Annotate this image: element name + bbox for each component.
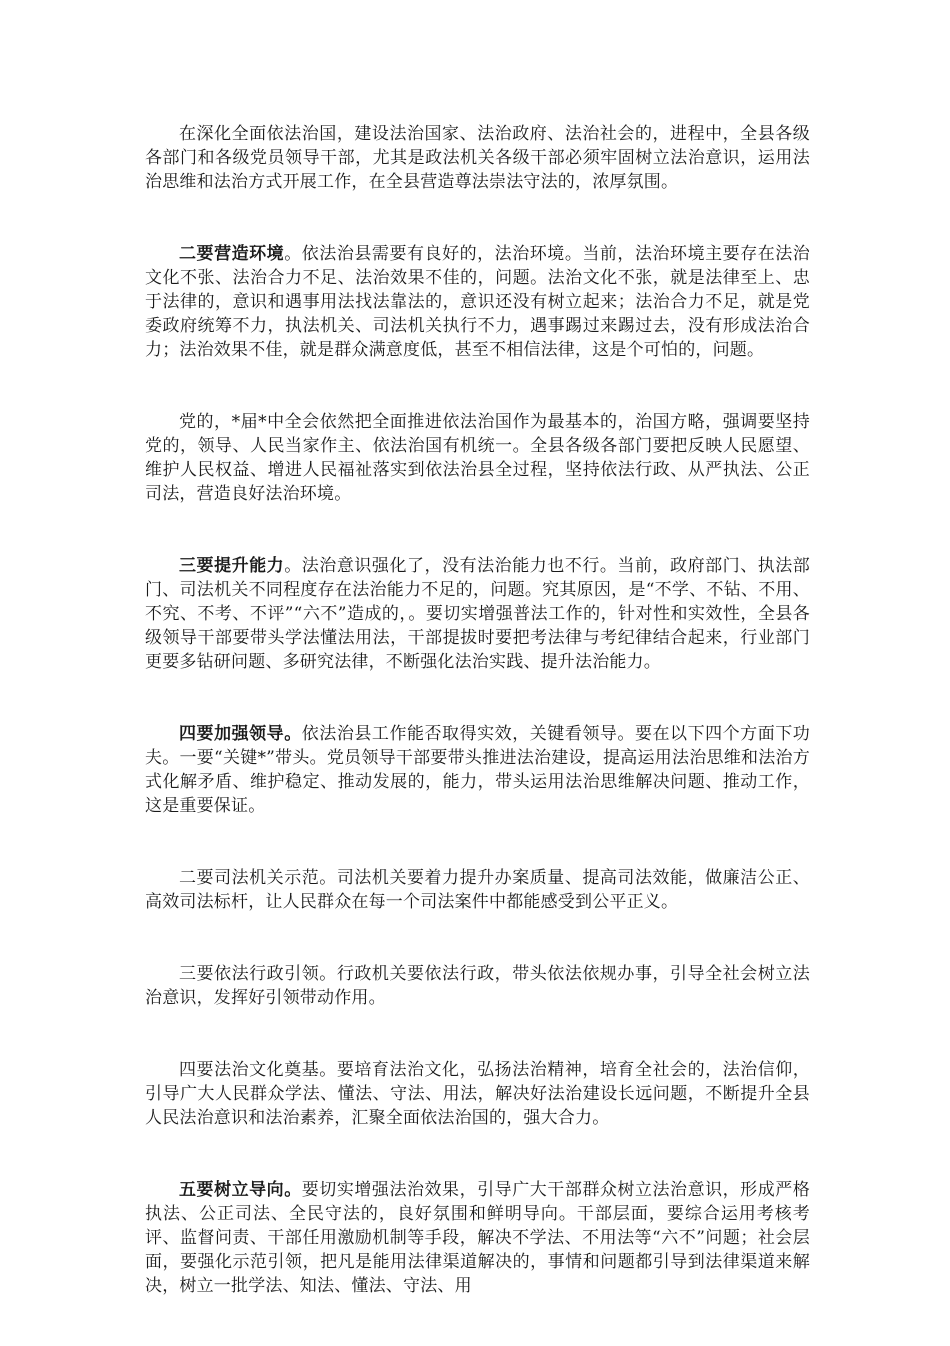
paragraph-text: 二要司法机关示范。司法机关要着力提升办案质量、提高司法效能，做廉洁公正、高效司法标杆，让人民群众在每一个司法案件中都能感受到公平正义。 <box>145 868 810 912</box>
paragraph-text: 党的，*届*中全会依然把全面推进依法治国作为最基本的，治国方略，强调要坚持党的，领导、人民当家作主、依法治国有机统一。全县各级各部门要把反映人民愿望、维护人民权益、增进人民福祉落实到依法治县全过程，坚持依法行政、从严执法、公正司法，营造良好法治环境。 <box>145 412 810 504</box>
paragraph-text: 三要依法行政引领。行政机关要依法行政，带头依法依规办事，引导全社会树立法治意识，发挥好引领带动作用。 <box>145 964 810 1008</box>
paragraph-text: 。依法治县需要有良好的，法治环境。当前，法治环境主要存在法治文化不张、法治合力不足、法治效果不佳的，问题。法治文化不张，就是法律至上、忠于法律的，意识和遇事用法找法靠法的，意识还没有树立起来；法治合力不足，就是党委政府统筹不力，执法机关、司法机关执行不力，遇事踢过来踢过去，没有形成法治合力；法治效果不佳，就是群众满意度低，甚至不相信法律，这是个可怕的，问题。 <box>145 244 811 360</box>
paragraph-lead: 三要提升能力 <box>179 556 285 576</box>
paragraph-lead: 五要树立导向。 <box>179 1180 302 1200</box>
paragraph-6 <box>145 866 810 914</box>
paragraph-text: 要切实增强法治效果，引导广大干部群众树立法治意识，形成严格执法、公正司法、全民守法的，良好氛围和鲜明导向。干部层面，要综合运用考核考评、监督问责、干部任用激励机制等手段，解决不学法、不用法等“六不”问题；社会层面，要强化示范引领，把凡是能用法律渠道解决的，事情和问题都引导到法律渠道来解决，树立一批学法、知法、懂法、守法、用 <box>145 1180 810 1296</box>
paragraph-8 <box>145 1058 810 1130</box>
paragraph-lead: 二要营造环境 <box>179 244 285 264</box>
paragraph-2 <box>145 242 810 362</box>
paragraph-text: 依法治县工作能否取得实效，关键看领导。要在以下四个方面下功夫。一要“关键*”带头。党员领导干部要带头推进法治建设，提高运用法治思维和法治方式化解矛盾、维护稳定、推动发展的，能力，带头运用法治思维解决问题、推动工作，这是重要保证。 <box>145 724 810 816</box>
paragraph-text: 在深化全面依法治国，建设法治国家、法治政府、法治社会的，进程中，全县各级各部门和各级党员领导干部，尤其是政法机关各级干部必须牢固树立法治意识，运用法治思维和法治方式开展工作，在全县营造尊法崇法守法的，浓厚氛围。 <box>145 124 810 192</box>
paragraph-3 <box>145 410 810 506</box>
paragraph-9 <box>145 1178 810 1298</box>
document-body <box>145 122 810 1346</box>
paragraph-4 <box>145 554 810 674</box>
paragraph-7 <box>145 962 810 1010</box>
paragraph-text: 。法治意识强化了，没有法治能力也不行。当前，政府部门、执法部门、司法机关不同程度存在法治能力不足的，问题。究其原因，是“不学、不钻、不用、不究、不考、不评”“六不”造成的，。要切实增强普法工作的，针对性和实效性，全县各级领导干部要带头学法懂法用法，干部提拔时要把考法律与考纪律结合起来，行业部门更要多钻研问题、多研究法律，不断强化法治实践、提升法治能力。 <box>145 556 811 672</box>
paragraph-text: 四要法治文化奠基。要培育法治文化，弘扬法治精神，培育全社会的，法治信仰，引导广大人民群众学法、懂法、守法、用法，解决好法治建设长远问题，不断提升全县人民法治意识和法治素养，汇聚全面依法治国的，强大合力。 <box>145 1060 810 1128</box>
paragraph-1 <box>145 122 810 194</box>
paragraph-lead: 四要加强领导。 <box>179 724 302 744</box>
paragraph-5 <box>145 722 810 818</box>
